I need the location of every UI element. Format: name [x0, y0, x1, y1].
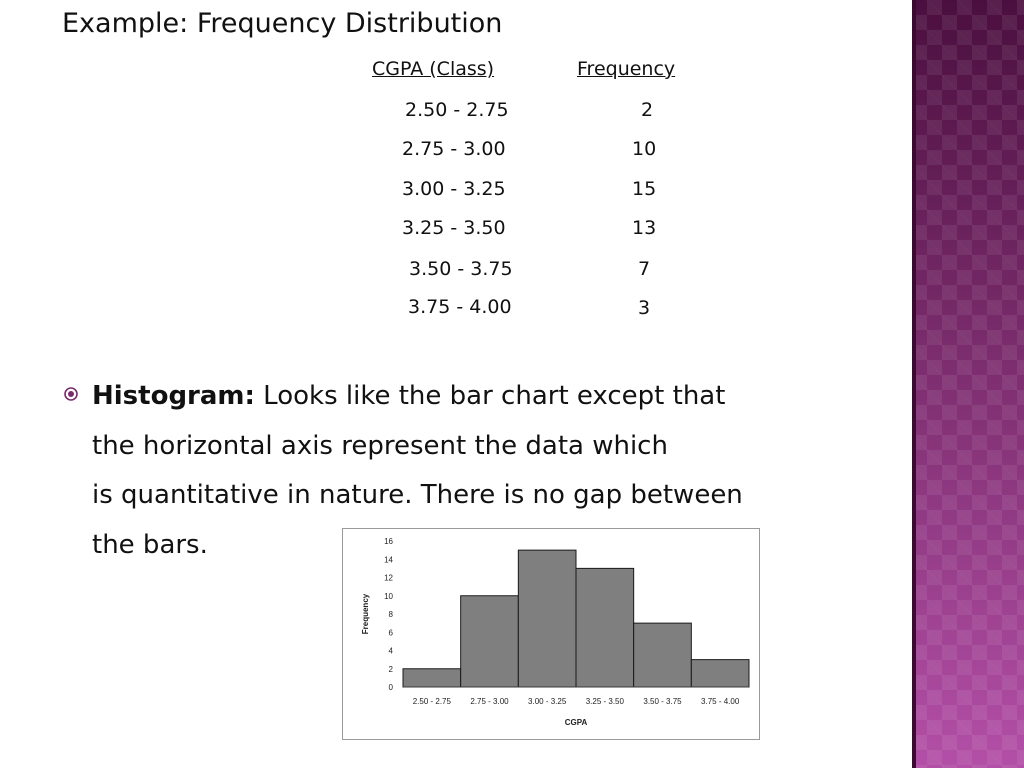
y-tick-label: 6	[388, 628, 393, 638]
histogram-chart	[342, 528, 760, 740]
table-cell-frequency: 13	[632, 217, 657, 239]
bullet-line-2: the horizontal axis represent the data which	[92, 430, 668, 461]
circle-bullet-icon	[64, 387, 78, 401]
table-cell-frequency: 15	[632, 178, 657, 200]
table-cell-frequency: 7	[638, 258, 651, 280]
histogram-bar	[691, 660, 749, 687]
histogram-bar	[576, 568, 634, 687]
histogram-svg	[343, 529, 761, 741]
histogram-heading: Histogram:	[92, 381, 255, 411]
histogram-bar	[518, 550, 576, 687]
bullet-line-3: is quantitative in nature. There is no gap between	[92, 480, 743, 510]
table-cell-class: 3.00 - 3.25	[402, 178, 506, 200]
histogram-bar	[403, 669, 461, 687]
table-cell-class: 3.25 - 3.50	[402, 217, 506, 239]
decorative-side-panel	[912, 0, 1024, 768]
table-cell-class: 2.50 - 2.75	[405, 99, 509, 121]
x-tick-label: 3.00 - 3.25	[528, 697, 567, 706]
table-cell-frequency: 3	[638, 297, 651, 319]
y-tick-label: 12	[384, 573, 393, 583]
table-cell-class: 3.50 - 3.75	[409, 258, 513, 280]
slide-title: Example: Frequency Distribution	[62, 8, 503, 39]
bullet-line-1: Looks like the bar chart except that	[254, 381, 726, 411]
y-tick-label: 8	[388, 610, 393, 619]
y-tick-label: 0	[388, 683, 393, 692]
y-tick-label: 2	[388, 664, 393, 674]
x-tick-label: 2.75 - 3.00	[470, 697, 509, 706]
y-tick-label: 16	[384, 537, 393, 546]
table-header-class: CGPA (Class)	[372, 58, 495, 80]
table-cell-class: 2.75 - 3.00	[402, 138, 506, 160]
x-tick-label: 3.75 - 4.00	[701, 697, 740, 706]
x-tick-label: 3.25 - 3.50	[585, 697, 624, 706]
x-tick-label: 2.50 - 2.75	[412, 697, 451, 706]
table-header-frequency: Frequency	[577, 58, 676, 80]
x-axis-title: CGPA	[564, 718, 588, 727]
x-tick-label: 3.50 - 3.75	[643, 697, 682, 706]
bullet-line-4: the bars.	[92, 529, 208, 560]
histogram-bar	[461, 596, 519, 687]
y-tick-label: 14	[384, 555, 393, 565]
table-cell-frequency: 10	[632, 138, 657, 160]
table-cell-class: 3.75 - 4.00	[408, 296, 512, 318]
y-tick-label: 4	[388, 646, 393, 656]
y-axis-title: Frequency	[361, 593, 370, 635]
table-cell-frequency: 2	[641, 99, 654, 121]
histogram-bar	[634, 623, 692, 687]
y-tick-label: 10	[384, 591, 393, 601]
